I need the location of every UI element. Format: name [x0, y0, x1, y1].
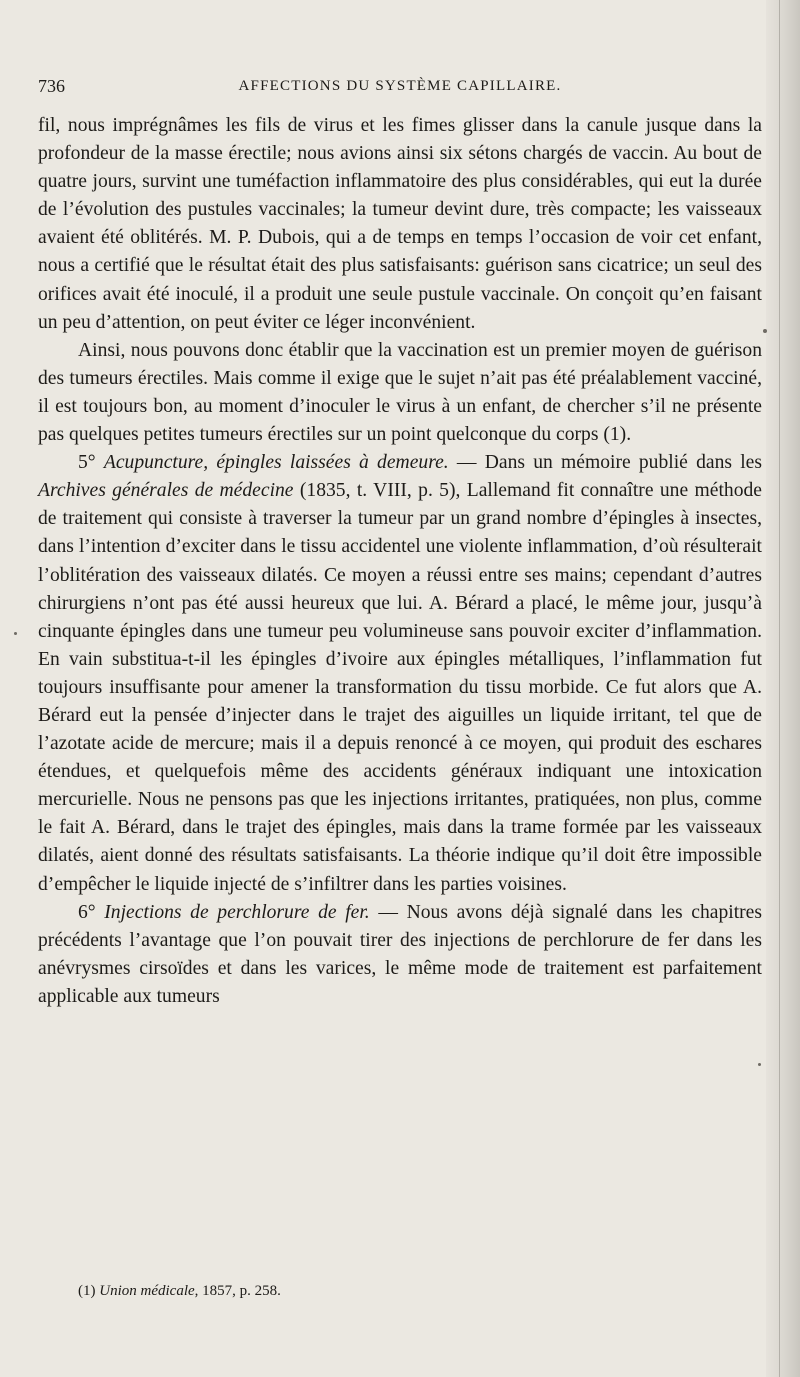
page-fold-line [779, 0, 780, 1377]
paper-speck [763, 329, 767, 333]
paragraph-text: — Nous avons déjà signalé dans les chapitres précédents l’avantage que l’on pouvait tirer des injections de perchlorure de fer dans les anévrysmes cirsoïdes et dans les varices, le même mode de traitement est parfaitement applicable aux tumeurs [38, 901, 762, 1007]
page-number: 736 [38, 76, 65, 96]
paragraph-text: fil, nous imprégnâmes les fils de virus et les fimes glisser dans la canule jusque dans la profondeur de la masse érectile; nous avions ainsi six sétons chargés de vaccin. Au bout de quatre jours, survint une tuméfaction inflammatoire des plus considérables, qui eut la durée de l’évolution des pustules vaccinales; la tumeur devint dure, très compacte; les vaisseaux avaient été oblitérés. M. P. Dubois, qui a de temps en temps l’occasion de voir cet enfant, nous a certifié que le résultat était des plus satisfaisants: guérison sans cicatrice; un seul des orifices avait été inoculé, il a produit une seule pustule vaccinale. On conçoit qu’en faisant un peu d’attention, on peut éviter ce léger inconvénient. [38, 115, 762, 333]
paper-speck [14, 632, 17, 635]
paragraph-perchlorure [38, 899, 762, 1011]
paragraph-acupuncture [38, 449, 762, 899]
section-title: Acupuncture, épingles laissées à demeure. [103, 452, 449, 474]
paragraph-vaccination [38, 337, 762, 449]
footnote-marker: (1) [78, 1283, 96, 1299]
body-text [38, 112, 762, 1011]
paragraph-text: (1835, t. VIII, p. 5), Lallemand fit connaître une méthode de traitement qui consiste à traverser la tumeur par un grand nombre d’épingles à insectes, dans l’intention d’exciter dans le tissu accidentel une violente inflammation, d’où résulterait l’oblitération des vaisseaux dilatés. Ce moyen a réussi entre ses mains; cependant d’autres chirurgiens n’ont pas été aussi heureux que lui. A. Bérard a placé, le même jour, jusqu’à cinquante épingles dans une tumeur peu volumineuse sans pouvoir exciter d’inflammation. En vain substitua-t-il les épingles d’ivoire aux épingles métalliques, l’inflammation fut toujours insuffisante pour amener la transformation du tissu morbide. Ce fut alors que A. Bérard eut la pensée d’injecter dans le trajet des aiguilles un liquide irritant, tel que de l’azotate acide de mercure; mais il a depuis renoncé à ce moyen, qui produit des eschares étendues, et quelquefois même des accidents généraux indiquant une intoxication mercurielle. Nous ne pensons pas que les injections irritantes, pratiquées, non plus, comme le fait A. Bérard, dans le trajet des épingles, mais dans la trame formée par les vaisseaux dilatés, aient donné des résultats satisfaisants. La théorie indique qu’il doit être impossible d’empêcher le liquide injecté de s’infiltrer dans les parties voisines. [38, 480, 762, 895]
paragraph-continuation [38, 112, 762, 337]
section-number: 6° [78, 901, 96, 923]
paragraph-text: Ainsi, nous pouvons donc établir que la vaccination est un premier moyen de guérison des tumeurs érectiles. Mais comme il exige que le sujet n’ait pas été préalablement vacciné, il est toujours bon, au moment d’inoculer le virus à un enfant, de chercher s’il ne présente pas quelques petites tumeurs érectiles sur un point quelconque du corps (1). [38, 339, 762, 446]
paragraph-text: — Dans un mémoire publié dans les [456, 452, 762, 474]
section-number: 5° [78, 452, 96, 474]
running-head: AFFECTIONS DU SYSTÈME CAPILLAIRE. [238, 78, 562, 94]
footnote [78, 1281, 281, 1301]
page-header [38, 76, 762, 102]
paper-speck [758, 1063, 761, 1066]
footnote-details: , 1857, p. 258. [194, 1283, 281, 1299]
page-gutter-shadow [766, 0, 800, 1377]
journal-title: Archives générales de médecine [38, 480, 294, 502]
footnote-source: Union médicale [99, 1283, 195, 1299]
section-title: Injections de perchlorure de fer. [104, 901, 370, 923]
